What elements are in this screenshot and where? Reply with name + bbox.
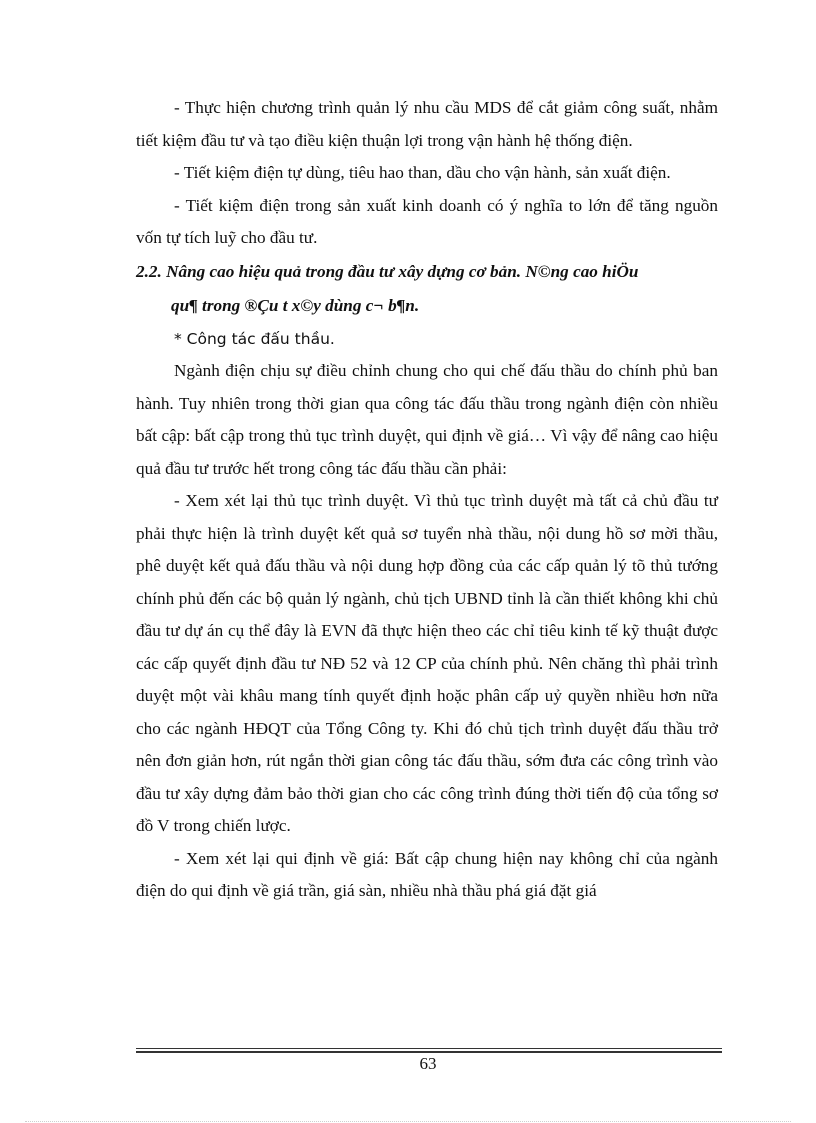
paragraph-bidding-intro: Ngành điện chịu sự điều chỉnh chung cho qui chế đấu thầu do chính phủ ban hành. Tuy nhiên trong thời gian qua công tác đấu thầu trong ngành điện còn nhiều bất cập: bất cập trong thủ tục trình duyệt, qui định về giá… Vì vậy để nâng cao hiệu quả đầu tư trước hết trong công tác đấu thầu cần phải: <box>136 361 718 478</box>
footer-rule-thin <box>136 1048 722 1049</box>
footer-rule-thick <box>136 1051 722 1053</box>
paragraph-mds: - Thực hiện chương trình quản lý nhu cầu MDS để cắt giảm công suất, nhằm tiết kiệm đầu tư và tạo điều kiện thuận lợi trong vận hành hệ thống điện. <box>136 98 718 150</box>
paragraph-self-use: - Tiết kiệm điện tự dùng, tiêu hao than, dầu cho vận hành, sản xuất điện. <box>174 163 671 182</box>
page-number: 63 <box>419 1054 437 1073</box>
section-heading <box>136 255 718 323</box>
section-heading-line2: qu¶ trong ®Çu t x©y dùng c¬ b¶n. <box>171 295 420 315</box>
paragraph-approval-procedure: - Xem xét lại thủ tục trình duyệt. Vì thủ tục trình duyệt mà tất cả chủ đầu tư phải thực hiện là trình duyệt kết quả sơ tuyển nhà thầu, nội dung hồ sơ mời thầu, phê duyệt kết quả đấu thầu và nội dung hợp đồng của các cấp quản lý tõ thủ tướng chính phủ đến các bộ quản lý ngành, chủ tịch UBND tỉnh là cần thiết không khi chủ đầu tư dự án cụ thể đây là EVN đã thực hiện theo các chỉ tiêu kinh tế kỹ thuật được các cấp quyết định đầu tư NĐ 52 và 12 CP của chính phủ. Nên chăng thì phải trình duyệt một vài khâu mang tính quyết định hoặc phân cấp uỷ quyền nhiều hơn nữa cho các ngành HĐQT của Tổng Công ty. Khi đó chủ tịch trình duyệt đấu thầu trở nên đơn giản hơn, rút ngắn thời gian công tác đấu thầu, sớm đưa các công trình vào đầu tư xây dựng đảm bảo thời gian cho các công trình đúng thời tiến độ của tổng sơ đồ V trong chiến lược. <box>136 491 718 835</box>
paragraph-business-saving: - Tiết kiệm điện trong sản xuất kinh doanh có ý nghĩa to lớn để tăng nguồn vốn tự tích luỹ cho đầu tư. <box>136 195 718 247</box>
page-body <box>136 92 718 908</box>
page-bottom-divider <box>25 1121 791 1122</box>
section-heading-line1: 2.2. Nâng cao hiệu quả trong đầu tư xây dựng cơ bản. N©ng cao hiÖu <box>136 261 639 281</box>
subheading-bidding: * Công tác đấu thầu. <box>174 329 335 348</box>
paragraph-price-regulation: - Xem xét lại qui định về giá: Bất cập chung hiện nay không chỉ của ngành điện do qui định về giá trần, giá sàn, nhiều nhà thầu phá giá đặt giá <box>136 848 718 900</box>
